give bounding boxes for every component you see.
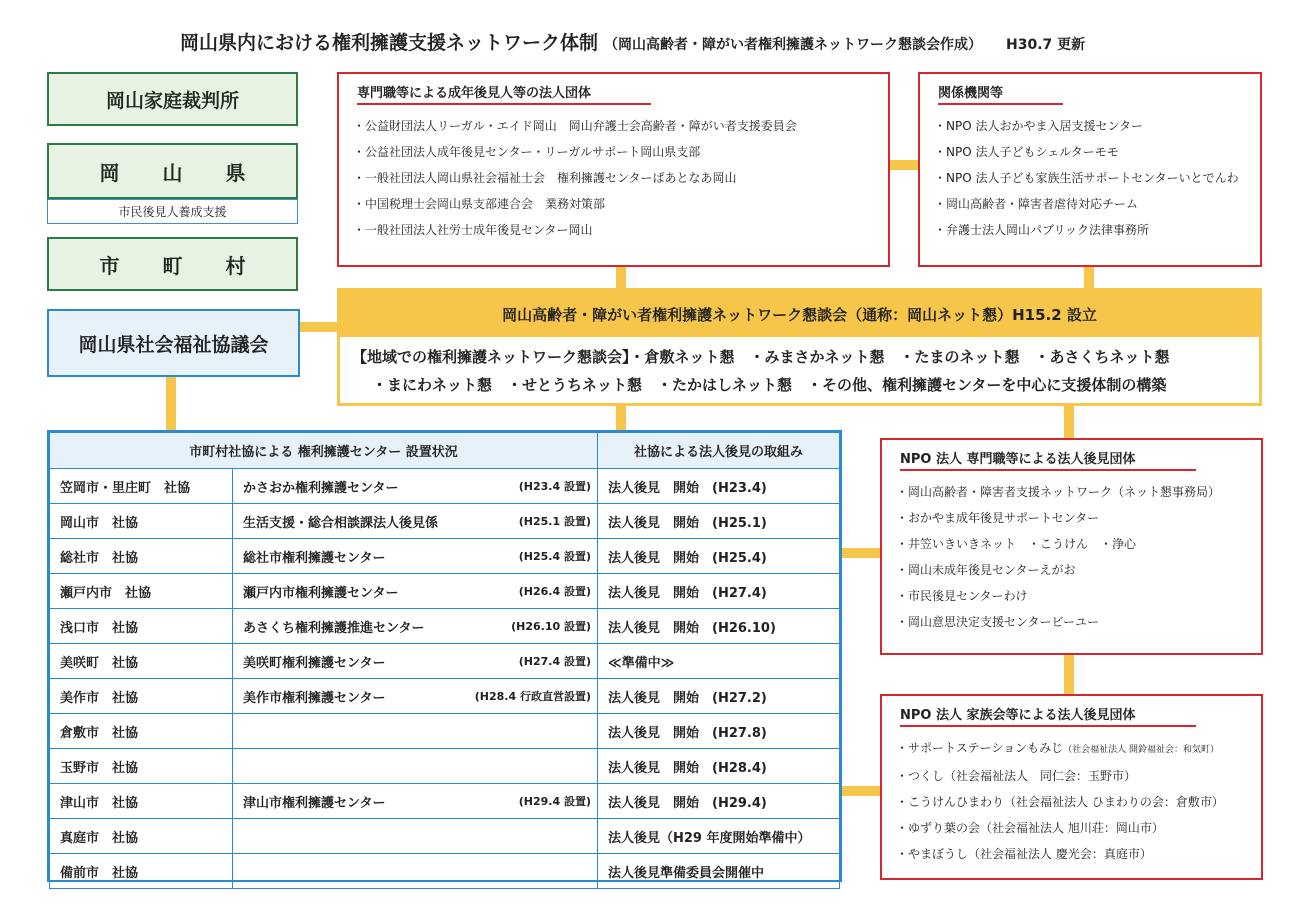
list-item: ・公益社団法人成年後見センター・リーガルサポート岡山県支部 [353,145,701,159]
cell-org: 玉野市 社協 [50,749,233,784]
npo-professional-box [880,438,1263,655]
center-wrap [243,477,591,496]
center-wrap [243,687,591,706]
center-wrap [243,652,591,671]
list-item: ・公益財団法人リーガル・エイド岡山 岡山弁護士会高齢者・障がい者支援委員会 [353,119,797,133]
npo-family-box [880,694,1263,880]
table-row [50,609,840,644]
network-header: 岡山高齢者・障がい者権利擁護ネットワーク懇談会（通称：岡山ネット懇）H15.2 設立 [340,291,1259,337]
municipality-label: 市 町 村 [99,253,264,278]
cell-org: 総社市 社協 [50,539,233,574]
connector-related-network [1084,264,1094,290]
list-item: ・NPO 法人おかやま入居支援センター [934,119,1143,133]
cell-guardian: 法人後見 開始 (H27.2) [598,679,840,714]
cell-center [233,784,598,819]
list-item: ・中国税理士会岡山県支部連合会 業務対策部 [353,197,606,211]
prefecture-label: 岡 山 県 [99,160,264,185]
list-item [896,735,1247,763]
connector-table-npo-family [840,786,882,796]
center-established: (H26.10 設置) [511,620,591,633]
center-wrap [243,512,591,531]
cell-center [233,539,598,574]
list-item: ・弁護士法人岡山パブリック法律事務所 [934,223,1150,237]
cell-guardian: 法人後見 開始 (H25.4) [598,539,840,574]
professional-list [353,113,874,243]
cell-center [233,854,598,889]
cell-guardian: 法人後見 開始 (H23.4) [598,469,840,504]
cell-guardian: 法人後見 開始 (H25.1) [598,504,840,539]
center-name: 津山市権利擁護センター [243,795,386,811]
page-title [180,28,1180,56]
title-sub: （岡山高齢者・障がい者権利擁護ネットワーク懇談会作成） [604,37,983,53]
network-line-2: ・まにわネット懇 ・せとうちネット懇 ・たかはしネット懇 ・その他、権利擁護センターを中心に支援体制の構築 [372,376,1167,394]
cell-org: 美咲町 社協 [50,644,233,679]
list-item: ・おかやま成年後見サポートセンター [896,511,1100,525]
header-guardian: 社協による法人後見の取組み [598,433,840,469]
municipality-box [47,237,298,291]
prefecture-sub-label: 市民後見人養成支援 [118,205,227,219]
table-row [50,679,840,714]
related-heading: 関係機関等 [938,82,1063,105]
center-name: あさくち権利擁護推進センター [243,620,425,636]
cell-center [233,749,598,784]
center-established: (H26.4 設置) [518,585,591,598]
connector-professional-related [889,160,919,170]
connector-council-table [166,376,176,431]
connector-npo-vertical [1064,654,1074,696]
cell-org: 備前市 社協 [50,854,233,889]
npo-pro-list [896,479,1247,635]
cell-center [233,504,598,539]
status-table [49,432,840,889]
list-item: ・NPO 法人子どもシェルターモモ [934,145,1119,159]
network-council-box [337,288,1262,406]
npo-family-list [896,735,1247,867]
cell-center [233,714,598,749]
npo-pro-heading: NPO 法人 専門職等による法人後見団体 [900,448,1196,471]
professional-heading: 専門職等による成年後見人等の法人団体 [357,82,651,105]
center-wrap [243,792,591,811]
title-updated: H30.7 更新 [1006,37,1086,53]
shakyo-table [47,430,842,882]
list-item: ・市民後見センターわけ [896,589,1028,603]
table-row [50,714,840,749]
center-established: (H28.4 行政直営設置) [474,690,591,703]
list-item: ・やまぼうし（社会福祉法人 慶光会：真庭市） [896,847,1152,861]
cell-guardian: 法人後見 開始 (H28.4) [598,749,840,784]
cell-guardian: 法人後見 開始 (H29.4) [598,784,840,819]
center-name: 美作市権利擁護センター [243,690,386,706]
center-wrap [243,582,591,601]
table-row [50,749,840,784]
list-item: ・一般社団法人社労士成年後見センター岡山 [353,223,593,237]
center-name: 総社市権利擁護センター [243,550,386,566]
court-box [47,72,298,126]
cell-guardian: 法人後見 開始 (H26.10) [598,609,840,644]
cell-org: 浅口市 社協 [50,609,233,644]
related-list [934,113,1246,243]
cell-guardian: 法人後見 開始 (H27.4) [598,574,840,609]
npo-family-heading: NPO 法人 家族会等による法人後見団体 [900,704,1196,727]
list-item: ・こうけんひまわり（社会福祉法人 ひまわりの会：倉敷市） [896,795,1224,809]
center-established: (H23.4 設置) [518,480,591,493]
prefecture-box [47,143,298,199]
cell-center [233,644,598,679]
connector-table-npo-pro [840,548,882,558]
cell-guardian: 法人後見 開始 (H27.8) [598,714,840,749]
table-row [50,644,840,679]
cell-center [233,574,598,609]
cell-center [233,679,598,714]
connector-top-vertical [616,264,626,290]
center-name: かさおか権利擁護センター [243,480,399,496]
list-item: ・岡山高齢者・障害者虐待対応チーム [934,197,1139,211]
cell-center [233,819,598,854]
list-item: ・井笠いきいきネット ・こうけん ・浄心 [896,537,1137,551]
center-wrap [243,617,591,636]
title-main: 岡山県内における権利擁護支援ネットワーク体制 [180,32,599,54]
list-item: ・NPO 法人子ども家族生活サポートセンターいとでんわ [934,171,1239,185]
cell-org: 津山市 社協 [50,784,233,819]
cell-center [233,469,598,504]
center-established: (H25.4 設置) [518,550,591,563]
header-center-status: 市町村社協による 権利擁護センター 設置状況 [50,433,598,469]
npo-family-item-0-note: （社会福祉法人 開鈴福祉会：和気町） [1063,745,1220,755]
connector-network-table [616,404,626,432]
cell-guardian: ≪準備中≫ [598,644,840,679]
table-row [50,539,840,574]
table-row [50,504,840,539]
cell-org: 真庭市 社協 [50,819,233,854]
table-row [50,469,840,504]
list-item: ・岡山高齢者・障害者支援ネットワーク（ネット懇事務局） [896,485,1221,499]
court-label: 岡山家庭裁判所 [105,89,239,112]
list-item: ・つくし（社会福祉法人 同仁会：玉野市） [896,769,1137,783]
cell-guardian: 法人後見（H29 年度開始準備中） [598,819,840,854]
cell-org: 美作市 社協 [50,679,233,714]
prefecture-sub-box [47,199,298,224]
center-name: 生活支援・総合相談課法人後見係 [243,515,439,531]
center-name: 美咲町権利擁護センター [243,655,386,671]
cell-center [233,609,598,644]
list-item: ・岡山未成年後見センターえがお [896,563,1076,577]
cell-org: 岡山市 社協 [50,504,233,539]
council-label: 岡山県社会福祉協議会 [78,333,269,356]
table-row [50,784,840,819]
network-line-1: 【地域での権利擁護ネットワーク懇談会】・倉敷ネット懇 ・みまさかネット懇 ・たまのネット懇 ・あさくちネット懇 [352,348,1170,366]
table-row [50,854,840,889]
list-item: ・岡山意思決定支援センタービーユー [896,615,1100,629]
table-body [50,469,840,889]
connector-council-network [300,322,340,332]
related-orgs-box [918,72,1262,267]
connector-network-npo [1064,404,1074,440]
center-name: 瀬戸内市権利擁護センター [243,585,399,601]
center-established: (H27.4 設置) [518,655,591,668]
table-row [50,819,840,854]
list-item: ・ゆずり葉の会（社会福祉法人 旭川荘：岡山市） [896,821,1164,835]
table-row [50,574,840,609]
cell-org: 倉敷市 社協 [50,714,233,749]
council-box [47,309,300,377]
cell-guardian: 法人後見準備委員会開催中 [598,854,840,889]
cell-org: 瀬戸内市 社協 [50,574,233,609]
center-established: (H25.1 設置) [518,515,591,528]
table-header-row [50,433,840,469]
center-wrap [243,547,591,566]
npo-family-item-0: ・サポートステーションもみじ [896,741,1064,755]
professional-groups-box [337,72,890,267]
list-item: ・一般社団法人岡山県社会福祉士会 権利擁護センターぱあとなあ岡山 [353,171,737,185]
center-established: (H29.4 設置) [518,795,591,808]
cell-org: 笠岡市・里庄町 社協 [50,469,233,504]
